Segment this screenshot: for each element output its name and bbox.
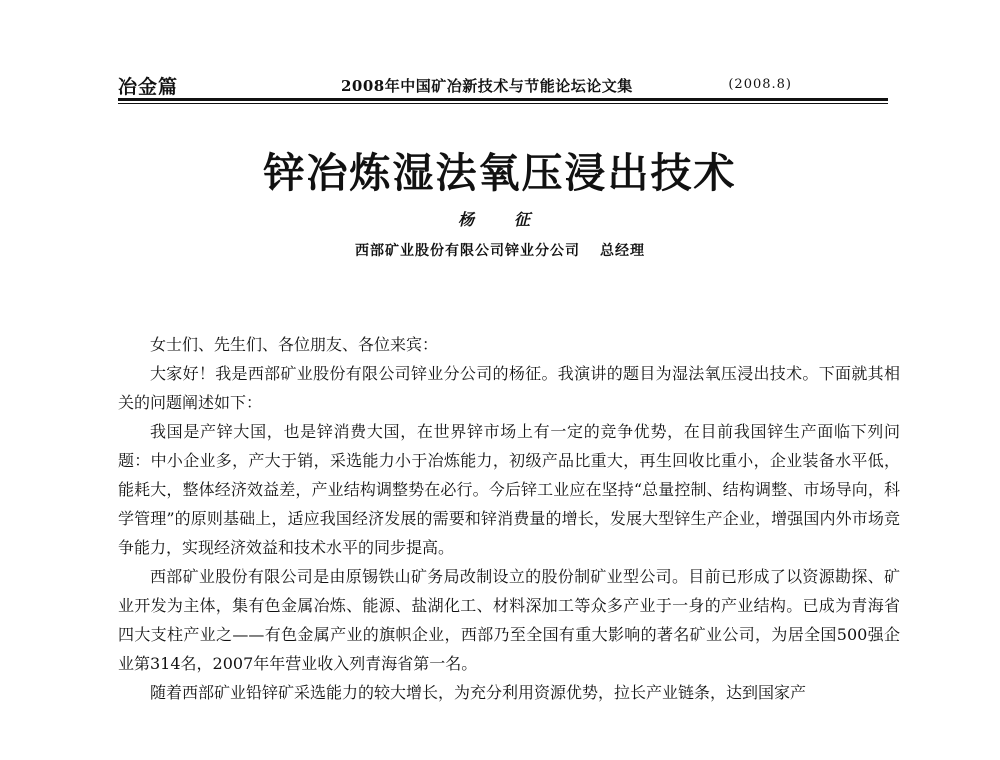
header-rule-thick: [118, 98, 888, 101]
header-section-label: 冶金篇: [118, 76, 179, 98]
affiliation-org: 西部矿业股份有限公司锌业分公司: [355, 243, 580, 259]
page-header: [118, 70, 888, 98]
body-text: [118, 330, 900, 707]
paragraph-greeting: 女士们、先生们、各位朋友、各位来宾：: [150, 335, 439, 354]
paper-title: 锌冶炼湿法氧压浸出技术: [263, 149, 737, 197]
paragraph-intro: 大家好！我是西部矿业股份有限公司锌业分公司的杨征。我演讲的题目为湿法氧压浸出技术。下面就其相关的问题阐述如下：: [118, 364, 900, 412]
header-date: (2008.8): [728, 77, 792, 92]
affiliation-role: 总经理: [600, 243, 645, 259]
author-name: 杨 征: [457, 210, 542, 229]
paragraph-company: 西部矿业股份有限公司是由原锡铁山矿务局改制设立的股份制矿业型公司。目前已形成了以资源勘探、矿业开发为主体，集有色金属冶炼、能源、盐湖化工、材料深加工等众多产业于一身的产业结构。已成为青海省四大支柱产业之——有色金属产业的旗帜企业，西部乃至全国有重大影响的著名矿业公司，为居全国500强企业第314名，2007年年营业收入列青海省第一名。: [118, 567, 900, 673]
paragraph-continuation: 随着西部矿业铅锌矿采选能力的较大增长，为充分利用资源优势，拉长产业链条，达到国家产: [150, 683, 807, 702]
author-affiliation: [0, 240, 1000, 260]
paragraph-industry: 我国是产锌大国，也是锌消费大国，在世界锌市场上有一定的竞争优势，在目前我国锌生产面临下列问题：中小企业多，产大于销，采选能力小于冶炼能力，初级产品比重大，再生回收比重小，企业装备水平低，能耗大，整体经济效益差，产业结构调整势在必行。今后锌工业应在坚持“总量控制、结构调整、市场导向，科学管理”的原则基础上，适应我国经济发展的需要和锌消费量的增长，发展大型锌生产企业，增强国内外市场竞争能力，实现经济效益和技术水平的同步提高。: [118, 422, 900, 557]
header-collection-title: 2008年中国矿冶新技术与节能论坛论文集: [341, 77, 633, 95]
header-rule-thin: [118, 103, 888, 104]
